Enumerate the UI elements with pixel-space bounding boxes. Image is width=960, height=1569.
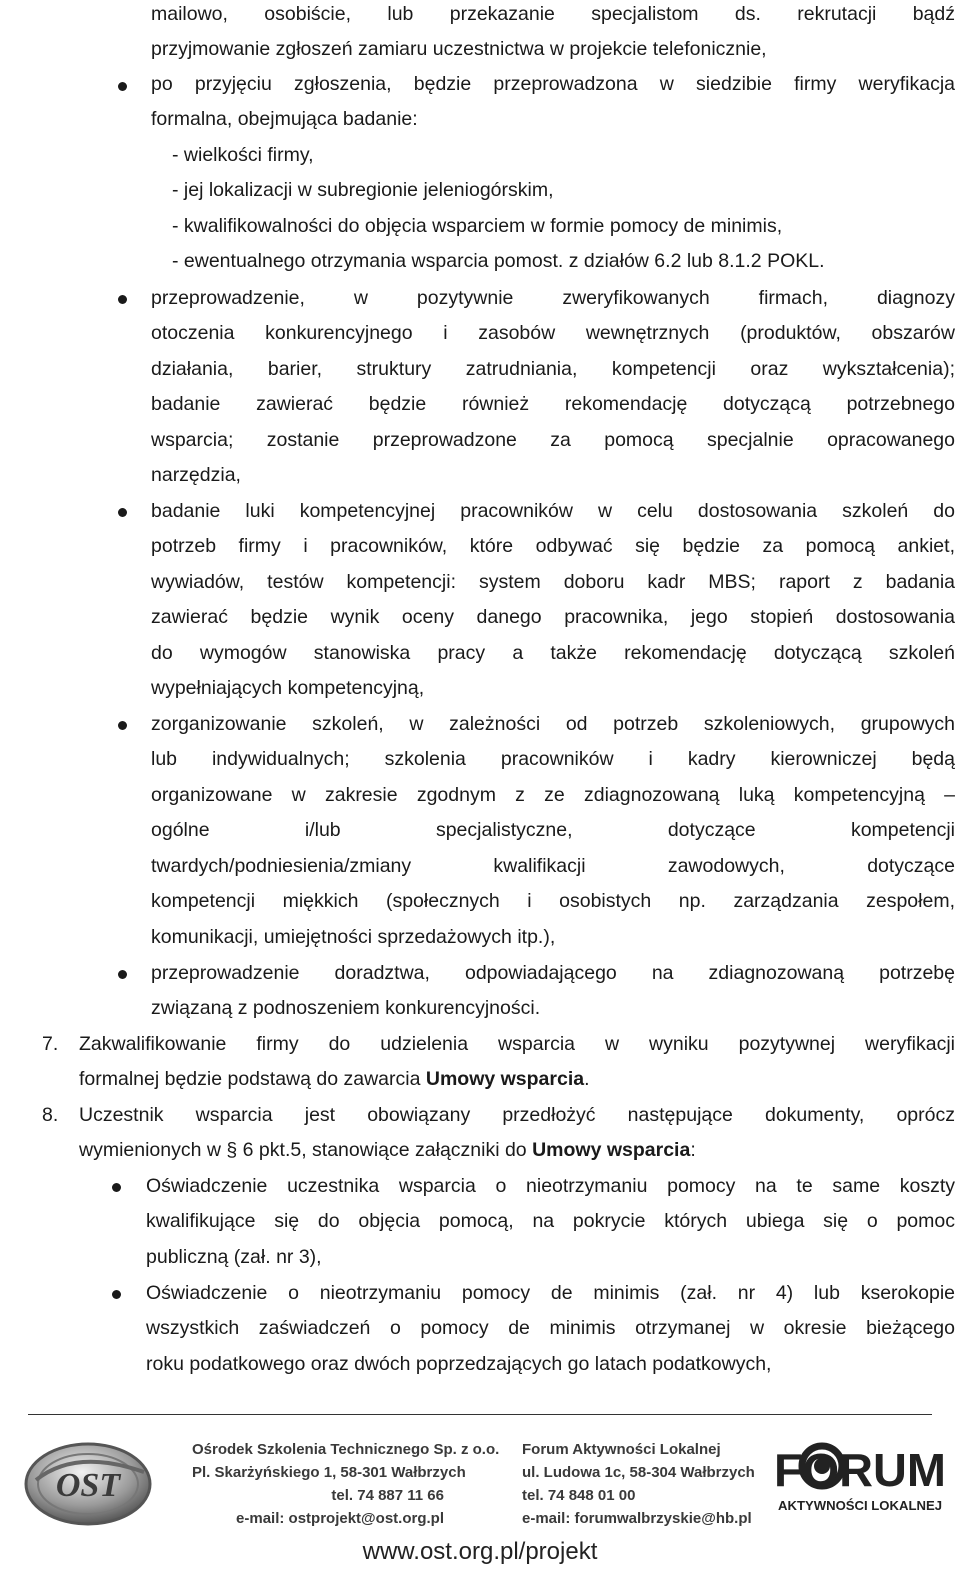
bullet-icon <box>118 82 127 91</box>
bullet-text: po przyjęciu zgłoszenia, będzie przeprowadzona w siedzibie firmy weryfikacja <box>151 73 955 95</box>
ost-name: Ośrodek Szkolenia Technicznego Sp. z o.o. <box>192 1441 500 1458</box>
svg-text:FORUM: FORUM <box>774 1444 946 1496</box>
bullet-icon <box>112 1290 121 1299</box>
text-line: przyjmowanie zgłoszeń zamiaru uczestnictwa w projekcie telefonicznie, <box>151 38 767 60</box>
bold-term: Umowy wsparcia <box>532 1139 691 1161</box>
forum-logo <box>770 1436 948 1516</box>
bullet-text: Oświadczenie o nieotrzymaniu pomocy de minimis (zał. nr 4) lub kserokopie <box>146 1282 955 1304</box>
list-item-text: Zakwalifikowanie firmy do udzielenia wsparcia w wyniku pozytywnej weryfikacji <box>79 1033 955 1055</box>
bullet-text: zawierać będzie wynik oceny danego pracownika, jego stopień dostosowania <box>151 606 955 628</box>
bullet-text: twardych/podniesienia/zmiany kwalifikacji zawodowych, dotyczące <box>151 855 955 877</box>
bullet-text: narzędzia, <box>151 464 241 486</box>
bullet-text: kompetencji miękkich (społecznych i osobistych np. zarządzania zespołem, <box>151 890 955 912</box>
sublist-item: - kwalifikowalności do objęcia wsparciem w formie pomocy de minimis, <box>172 215 783 237</box>
forum-phone: tel. 74 848 01 00 <box>522 1487 636 1504</box>
bullet-text: badanie luki kompetencyjnej pracowników w celu dostosowania szkoleń do <box>151 500 955 522</box>
sublist-item: - wielkości firmy, <box>172 144 314 166</box>
footer-url[interactable]: www.ost.org.pl/projekt <box>362 1538 598 1565</box>
forum-name: Forum Aktywności Lokalnej <box>522 1441 721 1458</box>
svg-text:AKTYWNOŚCI LOKALNEJ: AKTYWNOŚCI LOKALNEJ <box>778 1498 942 1513</box>
bullet-text: publiczną (zał. nr 3), <box>146 1246 322 1268</box>
text-line: mailowo, osobiście, lub przekazanie specjalistom ds. rekrutacji bądź <box>151 3 955 25</box>
ost-logo <box>16 1428 166 1530</box>
svg-text:OST: OST <box>55 1467 121 1504</box>
bullet-icon <box>112 1183 121 1192</box>
bullet-icon <box>118 721 127 730</box>
bullet-text: ogólne i/lub specjalistyczne, dotyczące kompetencji <box>151 819 955 841</box>
sublist-item: - ewentualnego otrzymania wsparcia pomost. z działów 6.2 lub 8.1.2 POKL. <box>172 250 825 272</box>
section-sign: § <box>226 1139 238 1161</box>
bullet-icon <box>118 295 127 304</box>
forum-email[interactable]: e-mail: forumwalbrzyskie@hb.pl <box>522 1510 752 1527</box>
bullet-text: badanie zawierać będzie również rekomendację dotyczącą potrzebnego <box>151 393 955 415</box>
bullet-text: lub indywidualnych; szkolenia pracowników i kadry kierowniczej będą <box>151 748 955 770</box>
bullet-text: otoczenia konkurencyjnego i zasobów wewnętrznych (produktów, obszarów <box>151 322 955 344</box>
bullet-text: działania, barier, struktury zatrudniania, kompetencji oraz wykształcenia); <box>151 358 955 380</box>
footer-divider <box>28 1414 932 1415</box>
sublist-item: - jej lokalizacji w subregionie jeleniogórskim, <box>172 179 554 201</box>
bullet-text: organizowane w zakresie zgodnym z ze zdiagnozowaną luką kompetencyjną – <box>151 784 955 806</box>
bullet-icon <box>118 970 127 979</box>
list-number: 7. <box>42 1033 59 1055</box>
bullet-text: wsparcia; zostanie przeprowadzone za pomocą specjalnie opracowanego <box>151 429 955 451</box>
bullet-text: związaną z podnoszeniem konkurencyjności. <box>151 997 541 1019</box>
bullet-text: wywiadów, testów kompetencji: system doboru kadr MBS; raport z badania <box>151 571 955 593</box>
bullet-text: formalna, obejmująca badanie: <box>151 108 418 130</box>
bullet-text: wypełniających kompetencyjną, <box>151 677 425 699</box>
bullet-text: Oświadczenie uczestnika wsparcia o nieotrzymaniu pomocy na te same koszty <box>146 1175 955 1197</box>
ost-phone: tel. 74 887 11 66 <box>331 1487 444 1504</box>
list-item-text: Uczestnik wsparcia jest obowiązany przedłożyć następujące dokumenty, oprócz <box>79 1104 955 1126</box>
bullet-text: przeprowadzenie doradztwa, odpowiadającego na zdiagnozowaną potrzebę <box>151 962 955 984</box>
bullet-text: przeprowadzenie, w pozytywnie zweryfikowanych firmach, diagnozy <box>151 287 955 309</box>
ost-email[interactable]: e-mail: ostprojekt@ost.org.pl <box>236 1510 444 1527</box>
forum-address: ul. Ludowa 1c, 58-304 Wałbrzych <box>522 1464 755 1481</box>
list-item-text: wymienionych w § 6 pkt.5, stanowiące załączniki do Umowy wsparcia: <box>79 1139 696 1161</box>
list-item-text: formalnej będzie podstawą do zawarcia Umowy wsparcia. <box>79 1068 590 1090</box>
bullet-text: roku podatkowego oraz dwóch poprzedzających go latach podatkowych, <box>146 1353 772 1375</box>
ost-address: Pl. Skarżyńskiego 1, 58-301 Wałbrzych <box>192 1464 466 1481</box>
bullet-text: do wymogów stanowiska pracy a także rekomendację dotyczącą szkoleń <box>151 642 955 664</box>
bullet-text: zorganizowanie szkoleń, w zależności od potrzeb szkoleniowych, grupowych <box>151 713 955 735</box>
list-number: 8. <box>42 1104 59 1126</box>
bullet-text: potrzeb firmy i pracowników, które odbywać się będzie za pomocą ankiet, <box>151 535 955 557</box>
bullet-text: kwalifikujące się do objęcia pomocą, na pokrycie których ubiega się o pomoc <box>146 1210 955 1232</box>
bold-term: Umowy wsparcia <box>425 1068 585 1090</box>
bullet-icon <box>118 508 127 517</box>
bullet-text: wszystkich zaświadczeń o pomocy de minimis otrzymanej w okresie bieżącego <box>146 1317 955 1339</box>
bullet-text: komunikacji, umiejętności sprzedażowych itp.), <box>151 926 556 948</box>
